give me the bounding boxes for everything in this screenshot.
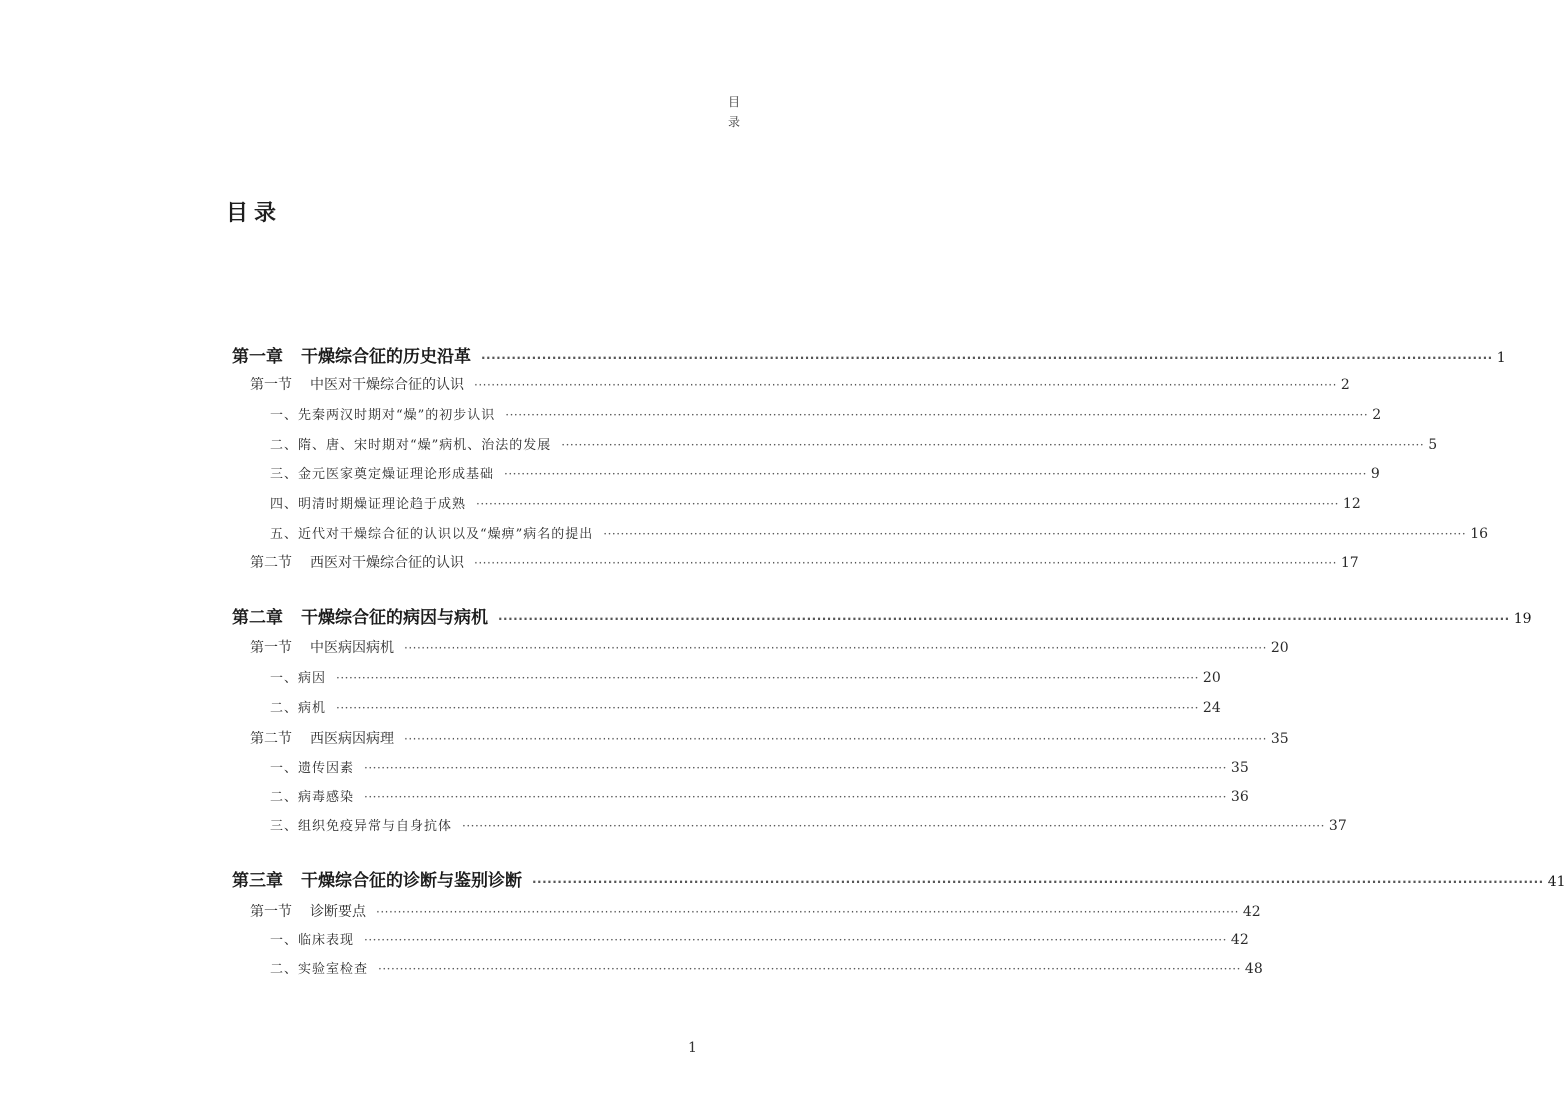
toc-section xyxy=(250,374,1350,394)
toc-page-number: 42 xyxy=(1242,904,1261,920)
toc-leader-dots: ········································································································································································································ xyxy=(474,378,1337,392)
toc-page-number: 5 xyxy=(1428,437,1438,453)
toc-leader-dots: ········································································································································································································ xyxy=(481,351,1493,365)
toc-page-number: 24 xyxy=(1202,700,1221,716)
toc-entry-title: 二、隋、唐、宋时期对“燥”病机、治法的发展 xyxy=(270,438,552,453)
toc-entry-title: 二、病机 xyxy=(270,701,327,716)
toc-page-number: 19 xyxy=(1513,611,1532,627)
toc-entry-title: 一、遗传因素 xyxy=(270,761,355,776)
toc-entry-title: 一、先秦两汉时期对“燥”的初步认识 xyxy=(270,408,496,423)
toc-leader-dots: ········································································································································································································ xyxy=(364,933,1227,947)
toc-subsection xyxy=(270,757,1249,776)
toc-page-number: 17 xyxy=(1340,555,1359,571)
toc-leader-dots: ········································································································································································································ xyxy=(376,905,1239,919)
toc-entry-title xyxy=(250,374,464,394)
toc-leader-dots: ········································································································································································································ xyxy=(404,641,1267,655)
toc-entry-text: 西医病因病理 xyxy=(310,731,394,747)
toc-page-number: 42 xyxy=(1230,932,1249,948)
toc-entry-text: 诊断要点 xyxy=(310,904,366,920)
toc-page-number: 41 xyxy=(1547,874,1566,890)
toc-entry-text: 中医病因病机 xyxy=(310,640,394,656)
toc-page-number: 20 xyxy=(1202,670,1221,686)
toc-subsection xyxy=(270,929,1249,948)
toc-subsection xyxy=(270,786,1249,805)
toc-entry-title: 三、组织免疫异常与自身抗体 xyxy=(270,819,453,834)
toc-chapter xyxy=(232,866,1566,891)
toc-leader-dots: ········································································································································································································ xyxy=(404,732,1267,746)
toc-page-number: 9 xyxy=(1370,466,1380,482)
toc-entry-title: 二、实验室检查 xyxy=(270,962,369,977)
toc-entry-title: 四、明清时期燥证理论趋于成熟 xyxy=(270,497,467,512)
toc-leader-dots: ········································································································································································································ xyxy=(476,497,1339,511)
toc-leader-dots: ········································································································································································································ xyxy=(378,962,1241,976)
toc-leader-dots: ········································································································································································································ xyxy=(462,819,1325,833)
toc-page-number: 2 xyxy=(1372,407,1382,423)
toc-subsection xyxy=(270,434,1438,453)
toc-page-number: 2 xyxy=(1340,377,1350,393)
toc-subsection xyxy=(270,523,1489,542)
toc-entry-label: 第一章 xyxy=(232,347,283,367)
running-head-char-2: 录 xyxy=(727,115,740,129)
running-head-char-1: 目 xyxy=(727,95,740,109)
toc-entry-label: 第二节 xyxy=(250,731,292,747)
toc-entry-title xyxy=(232,866,522,891)
page-title: 目录 xyxy=(226,201,283,226)
toc-chapter xyxy=(232,342,1506,367)
toc-entry-title: 一、临床表现 xyxy=(270,933,355,948)
toc-entry-title: 一、病因 xyxy=(270,671,327,686)
toc-entry-title xyxy=(250,552,464,572)
toc-entry-label: 第二章 xyxy=(232,608,283,628)
toc-page-number: 12 xyxy=(1342,496,1361,512)
toc-leader-dots: ········································································································································································································ xyxy=(364,761,1227,775)
toc-page-number: 16 xyxy=(1470,526,1489,542)
toc-entry-label: 第一节 xyxy=(250,377,292,393)
toc-page-number: 48 xyxy=(1244,961,1263,977)
toc-subsection xyxy=(270,667,1221,686)
toc-subsection xyxy=(270,463,1380,482)
toc-subsection xyxy=(270,493,1361,512)
page-number: 1 xyxy=(688,1040,697,1056)
toc-subsection xyxy=(270,958,1263,977)
toc-entry-title: 三、金元医家奠定燥证理论形成基础 xyxy=(270,467,495,482)
toc-leader-dots: ········································································································································································································ xyxy=(498,612,1510,626)
toc-page-number: 20 xyxy=(1270,640,1289,656)
toc-leader-dots: ········································································································································································································ xyxy=(505,408,1369,422)
toc-section xyxy=(250,552,1359,572)
toc-page-number: 37 xyxy=(1328,818,1347,834)
toc-entry-title xyxy=(232,603,488,628)
toc-entry-title xyxy=(250,901,366,921)
toc-entry-text: 干燥综合征的病因与病机 xyxy=(301,608,488,628)
toc-leader-dots: ········································································································································································································ xyxy=(474,556,1337,570)
toc-leader-dots: ········································································································································································································ xyxy=(561,438,1425,452)
toc-leader-dots: ········································································································································································································ xyxy=(336,701,1199,715)
toc-entry-title xyxy=(250,637,394,657)
toc-page-number: 36 xyxy=(1230,789,1249,805)
toc-page-number: 35 xyxy=(1270,731,1289,747)
toc-entry-label: 第一节 xyxy=(250,904,292,920)
toc-page-number: 1 xyxy=(1496,350,1506,366)
toc-section xyxy=(250,901,1261,921)
toc-subsection xyxy=(270,697,1221,716)
toc-section xyxy=(250,637,1289,657)
toc-entry-label: 第三章 xyxy=(232,871,283,891)
toc-entry-text: 干燥综合征的诊断与鉴别诊断 xyxy=(301,871,522,891)
toc-leader-dots: ········································································································································································································ xyxy=(504,467,1367,481)
toc-entry-text: 中医对干燥综合征的认识 xyxy=(310,377,464,393)
toc-entry-text: 干燥综合征的历史沿革 xyxy=(301,347,471,367)
toc-leader-dots: ········································································································································································································ xyxy=(336,671,1199,685)
toc-entry-title: 二、病毒感染 xyxy=(270,790,355,805)
toc-subsection xyxy=(270,404,1382,423)
toc-entry-label: 第二节 xyxy=(250,555,292,571)
toc-subsection xyxy=(270,815,1347,834)
toc-entry-title xyxy=(232,342,471,367)
toc-leader-dots: ········································································································································································································ xyxy=(364,790,1227,804)
toc-entry-text: 西医对干燥综合征的认识 xyxy=(310,555,464,571)
toc-entry-title xyxy=(250,728,394,748)
toc-section xyxy=(250,728,1289,748)
toc-leader-dots: ········································································································································································································ xyxy=(532,875,1544,889)
toc-leader-dots: ········································································································································································································ xyxy=(603,527,1467,541)
toc-page-number: 35 xyxy=(1230,760,1249,776)
toc-entry-title: 五、近代对干燥综合征的认识以及“燥痹”病名的提出 xyxy=(270,527,594,542)
toc-entry-label: 第一节 xyxy=(250,640,292,656)
toc-chapter xyxy=(232,603,1532,628)
